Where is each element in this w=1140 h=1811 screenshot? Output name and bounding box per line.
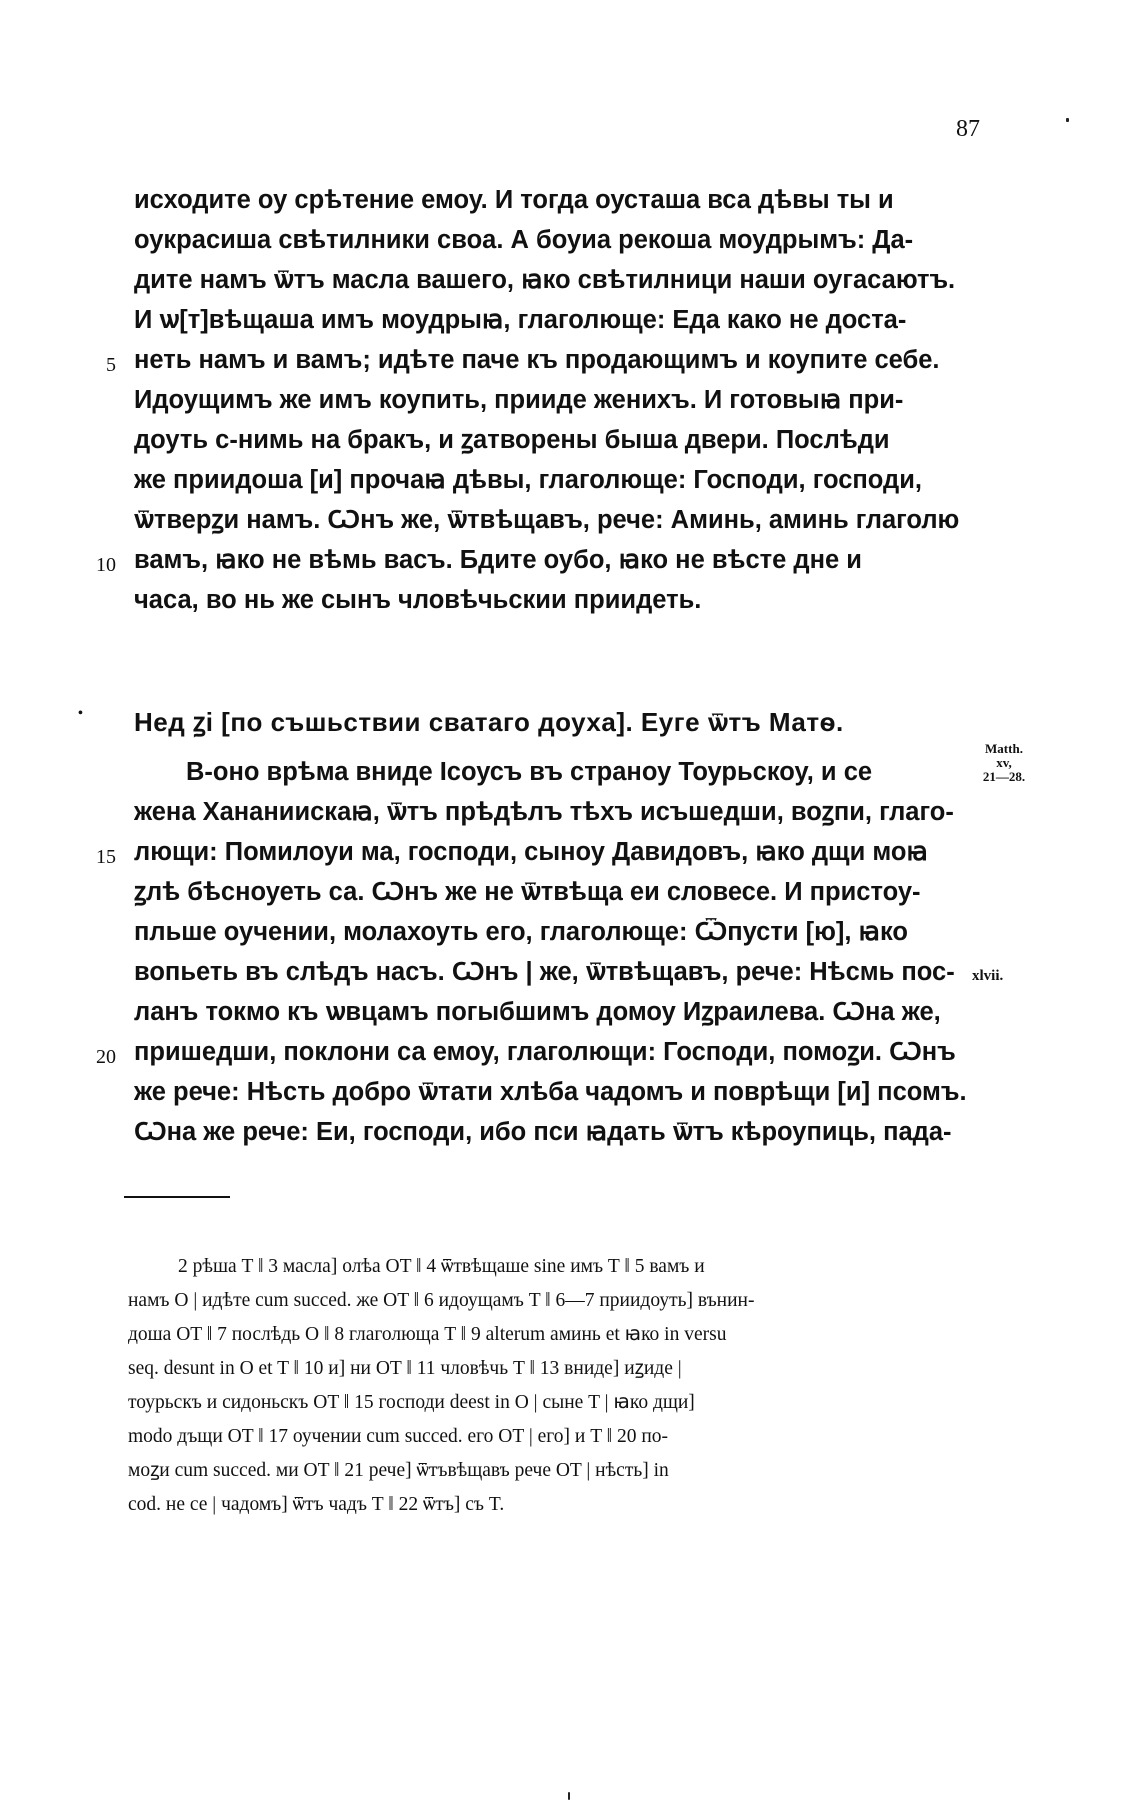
heading-marker: •: [78, 706, 83, 721]
footnote-line: modo дъщи OT ‖ 17 оучении cum succed. его OT | его] и T ‖ 20 по-: [128, 1426, 669, 1447]
footnote-line: 2 рѣша T ‖ 3 масла] олѣа OT ‖ 4 ѿтвѣщаше sine имъ T ‖ 5 вамъ и: [178, 1256, 705, 1277]
footnote-line: cod. не се | чадомъ] ѿтъ чадъ T ‖ 22 ѿтъ] съ T.: [128, 1494, 505, 1515]
side-reference: [974, 742, 1034, 784]
text-line: вамъ, ꙗко не вѣмь васъ. Бдите оубо, ꙗко не вѣсте дне и: [134, 546, 862, 574]
text-line: В-оно врѣма вниде Ісоусъ въ страноу Тоурьскоу, и се: [186, 758, 873, 786]
text-line: же рече: Нѣсть добро ѿтати хлѣба чадомъ и поврѣщи [и] псомъ.: [134, 1078, 967, 1106]
page-number: 87: [956, 116, 980, 142]
text-line: неть намъ и вамъ; идѣте паче къ продающимъ и коупите себе.: [134, 346, 940, 374]
text-line: ѿтверꙁи намъ. Ѡнъ же, ѿтвѣщавъ, рече: Аминь, аминь глаголю: [134, 506, 960, 534]
scan-speck: [1066, 118, 1069, 122]
text-line: Идоущимъ же имъ коупить, прииде женихъ. И готовыꙗ при-: [134, 386, 904, 414]
text-line: жена Хананиискаꙗ, ѿтъ прѣдѣлъ тѣхъ исъшедши, воꙁпи, глаго-: [134, 798, 954, 826]
text-line: оукрасиша свѣтилники своа. А боуиа рекоша моудрымъ: Да-: [134, 226, 914, 254]
line-number: 15: [96, 846, 116, 868]
text-line: ꙁлѣ бѣсноуеть са. Ѡнъ же не ѿтвѣща еи словесе. И пристоу-: [134, 878, 921, 906]
text-line: вопьеть въ слѣдъ насъ. Ѡнъ | же, ѿтвѣщавъ, рече: Нѣсмь пос-: [134, 958, 955, 986]
text-line: ланъ токмо къ ѡвцамъ погыбшимъ домоу Иꙁраилева. Ѡна же,: [134, 998, 941, 1026]
text-line: И ѡ[т]вѣщаша имъ моудрыꙗ, глаголюще: Еда како не доста-: [134, 306, 907, 334]
footnote-line: намъ O | идѣте cum succed. же OT ‖ 6 идоущамъ T ‖ 6—7 приидоуть] вънин-: [128, 1290, 755, 1311]
text-line: же приидоша [и] прочаꙗ дѣвы, глаголюще: Господи, господи,: [134, 466, 922, 494]
line-number: 5: [106, 354, 116, 376]
side-reference-verses: 21—28.: [982, 769, 1026, 784]
text-line: Ѡна же рече: Еи, господи, ибо пси ꙗдать ѿтъ кѣроупиць, пада-: [134, 1118, 952, 1146]
line-number: 20: [96, 1046, 116, 1068]
footnote-rule: [124, 1196, 230, 1198]
text-line: часа, во нь же сынъ чловѣчьскии приидеть.: [134, 586, 702, 614]
footnote-line: тоурьскъ и сидоньскъ OT ‖ 15 господи deest in O | сыне T | ꙗко дщи]: [128, 1392, 695, 1413]
line-number: 10: [96, 554, 116, 576]
footnote-line: моꙁи cum succed. ми OT ‖ 21 рече] ѿтъвѣщавъ рече OT | нѣсть] in: [128, 1460, 669, 1481]
side-reference-book: Matth.: [985, 741, 1023, 756]
text-line: пришедши, поклони са емоу, глаголющи: Господи, помоꙁи. Ѡнъ: [134, 1038, 956, 1066]
footnote-line: доша OT ‖ 7 послѣдь O ‖ 8 глаголюща T ‖ 9 alterum аминь et ꙗко in versu: [128, 1324, 727, 1345]
side-folio: xlvii.: [972, 968, 1004, 984]
footnote-line: seq. desunt in O et T ‖ 10 и] ни OT ‖ 11 чловѣчь T ‖ 13 вниде] иꙁиде |: [128, 1358, 682, 1379]
side-reference-chapter: xv,: [996, 755, 1012, 770]
scan-speck: [568, 1792, 570, 1800]
text-line: лющи: Помилоуи ма, господи, сыноу Давидовъ, ꙗко дщи моꙗ: [134, 838, 928, 866]
reading-heading: Нед ꙁі [по съшьствии сватаго доуха]. Еуге ѿтъ Матѳ.: [134, 707, 844, 737]
text-line: доуть с-нимь на бракъ, и ꙁатворены быша двери. Послѣди: [134, 426, 890, 454]
text-line: пльше оучении, молахоуть его, глаголюще: Ѿпусти [ю], ꙗко: [134, 918, 909, 946]
text-line: дите намъ ѿтъ масла вашего, ꙗко свѣтилници наши оугасаютъ.: [134, 266, 956, 294]
text-line: исходите оу срѣтение емоу. И тогда оусташа вса дѣвы ты и: [134, 186, 894, 214]
